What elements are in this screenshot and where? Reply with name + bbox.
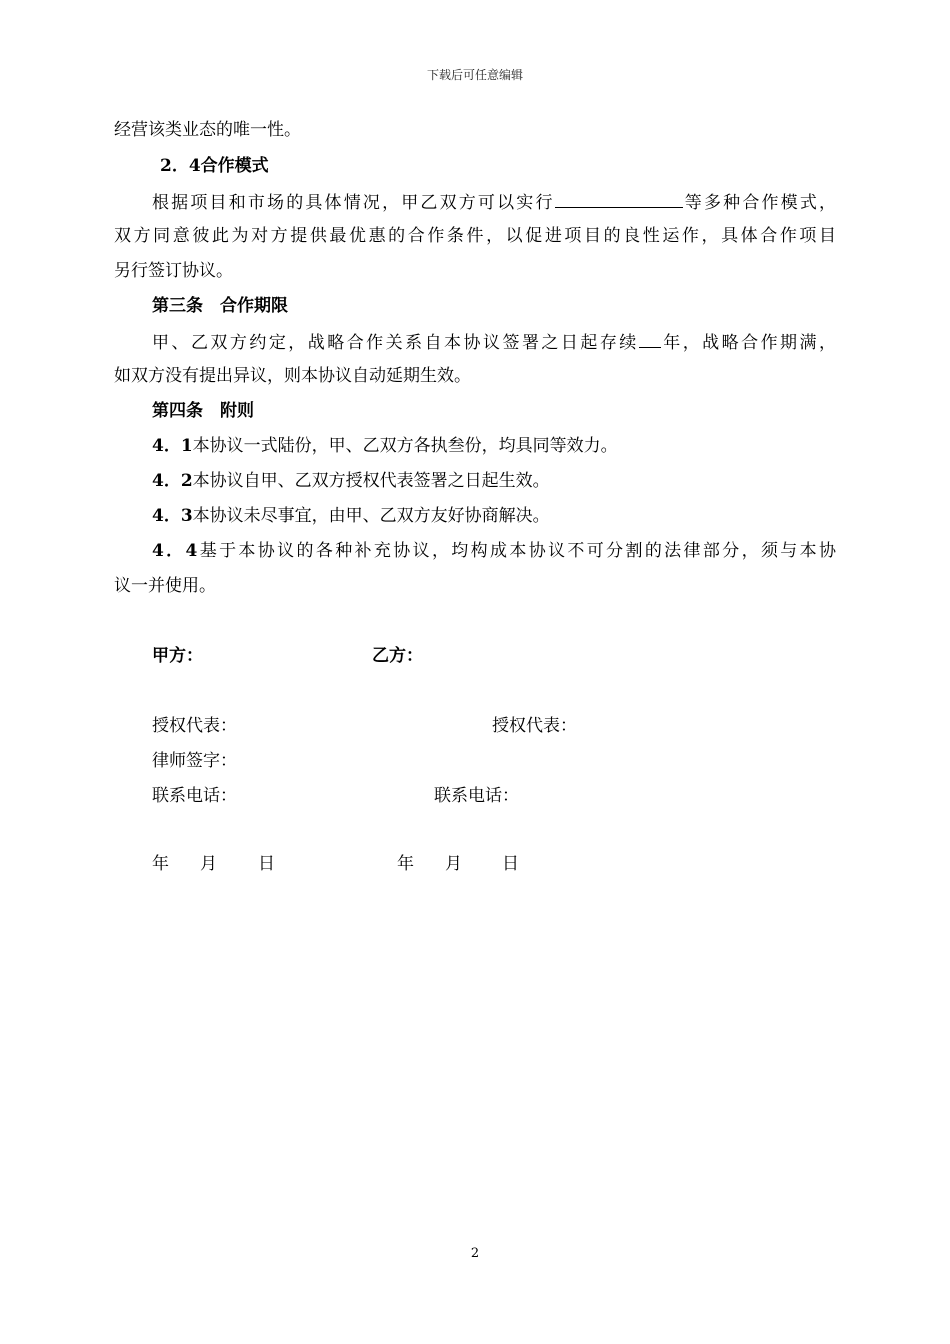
party-a-label: 甲方： — [152, 646, 203, 666]
paragraph-text: 甲、乙双方约定，战略合作关系自本协议签署之日起存续 — [152, 333, 639, 353]
clause-4-4 — [152, 539, 836, 563]
page-header: 下载后可任意编辑 — [426, 68, 523, 82]
blank-cooperation-mode — [555, 189, 683, 208]
date-a-year: 年 — [152, 854, 169, 874]
clause-4-1 — [152, 434, 618, 458]
paragraph-line: 双方同意彼此为对方提供最优惠的合作条件，以促进项目的良性运作，具体合作项目 — [114, 226, 836, 246]
clause-text: 本协议一式陆份，甲、乙双方各执叁份，均具同等效力。 — [192, 436, 618, 456]
paragraph-cooperation-mode — [152, 189, 836, 215]
date-b-year: 年 — [397, 854, 414, 874]
clause-number: 4．4 — [152, 541, 198, 561]
date-a-month: 月 — [200, 854, 217, 874]
date-a-day: 日 — [258, 854, 275, 874]
paragraph-line: 如双方没有提出异议，则本协议自动延期生效。 — [114, 366, 471, 386]
clause-4-2 — [152, 469, 550, 493]
clause-text: 基于本协议的各种补充协议，均构成本协议不可分割的法律部分，须与本协 — [197, 541, 836, 561]
paragraph-text: 年，战略合作期满， — [660, 333, 837, 353]
phone-a-label: 联系电话： — [152, 786, 237, 806]
section-2-4-heading — [160, 154, 269, 178]
lawyer-signature-label: 律师签字： — [152, 751, 237, 771]
paragraph-text: 等多种合作模式， — [682, 193, 837, 213]
clause-number: 4．2 — [152, 471, 193, 491]
paragraph-term — [152, 329, 836, 355]
clause-text: 本协议自甲、乙双方授权代表签署之日起生效。 — [192, 471, 550, 491]
article-4-heading: 第四条 附则 — [152, 401, 254, 421]
paragraph-line: 另行签订协议。 — [114, 261, 233, 281]
clause-number: 4．1 — [152, 436, 193, 456]
paragraph-line: 议一并使用。 — [114, 576, 216, 596]
auth-rep-a-label: 授权代表： — [152, 716, 237, 736]
date-b-day: 日 — [502, 854, 519, 874]
paragraph-uniqueness: 经营该类业态的唯一性。 — [114, 120, 301, 140]
clause-4-3 — [152, 504, 550, 528]
clause-text: 本协议未尽事宜，由甲、乙双方友好协商解决。 — [192, 506, 550, 526]
phone-b-label: 联系电话： — [434, 786, 519, 806]
party-b-label: 乙方： — [372, 646, 423, 666]
auth-rep-b-label: 授权代表： — [492, 716, 577, 736]
date-b-month: 月 — [445, 854, 462, 874]
clause-number: 4．3 — [152, 506, 193, 526]
article-3-heading: 第三条 合作期限 — [152, 296, 288, 316]
page-number: 2 — [470, 1246, 480, 1261]
section-title: 合作模式 — [200, 156, 269, 176]
blank-years — [639, 329, 661, 348]
paragraph-text: 根据项目和市场的具体情况，甲乙双方可以实行 — [152, 193, 555, 213]
section-number: 2．4 — [160, 156, 201, 176]
